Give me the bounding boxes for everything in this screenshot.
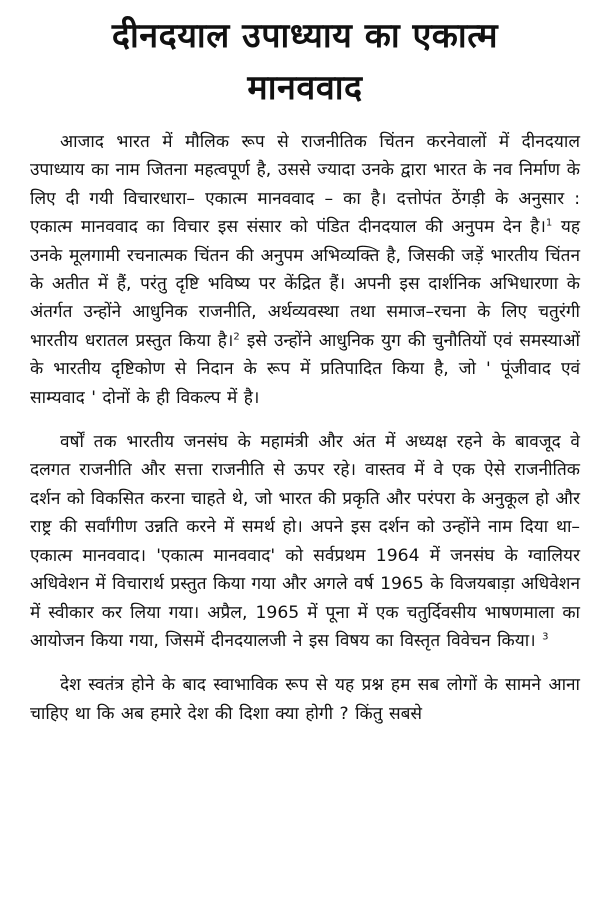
- page-title-line-2: मानववाद: [247, 68, 363, 108]
- footnote-ref-2: 2: [233, 331, 240, 343]
- paragraph-3-text: देश स्वतंत्र होने के बाद स्वाभाविक रूप से यह प्रश्न हम सब लोगों के सामने आना चाहिए था कि अब हमारे देश की दिशा क्या होगी ? किंतु सबसे: [30, 675, 580, 724]
- paragraph-1-text-b: यह उनके मूलगामी रचनात्मक चिंतन की अनुपम अभिव्यक्ति है, जिसकी जड़ें भारतीय चिंतन के अतीत में हैं, परंतु दृष्टि भविष्य पर केंद्रित हैं। अपनी इस दार्शनिक अभिधारणा के अंतर्गत उन्होंने आधुनिक राजनीति, अर्थव्यवस्था तथा समाज–रचना के लिए चतुरंगी भारतीय धरातल प्रस्तुत किया है।: [30, 217, 580, 351]
- paragraph-1: [30, 128, 580, 412]
- paragraph-1-text-c: इसे उन्होंने आधुनिक युग की चुनौतियों एवं समस्याओं के भारतीय दृष्टिकोण से निदान के रूप में प्रतिपादित किया है, जो ' पूंजीवाद एवं साम्यवाद ' दोनों के ही विकल्प में है।: [30, 330, 580, 408]
- paragraph-1-text-a: आजाद भारत में मौलिक रूप से राजनीतिक चिंतन करनेवालों में दीनदयाल उपाध्याय का नाम जितना महत्वपूर्ण है, उससे ज्यादा उनके द्वारा भारत के नव निर्माण के लिए दी गयी विचारधारा– एकात्म मानववाद – का है। दत्तोपंत ठेंगड़ी के अनुसार : एकात्म मानववाद का विचार इस संसार को पंडित दीनदयाल की अनुपम देन है।: [30, 132, 580, 238]
- paragraph-2: [30, 428, 580, 655]
- page-title: [30, 10, 580, 114]
- footnote-ref-1: 1: [545, 217, 553, 229]
- paragraph-2-text: वर्षों तक भारतीय जनसंघ के महामंत्री और अंत में अध्यक्ष रहने के बावजूद वे दलगत राजनीति और सत्ता राजनीति से ऊपर रहे। वास्तव में वे एक ऐसे राजनीतिक दर्शन को विकसित करना चाहते थे, जो भारत की प्रकृति और परंपरा के अनुकूल हो और राष्ट्र की सर्वांगीण उन्नति करने में समर्थ हो। अपने इस दर्शन को उन्होंने नाम दिया था– एकात्म मानववाद। 'एकात्म मानववाद' को सर्वप्रथम 1964 में जनसंघ के ग्वालियर अधिवेशन में विचारार्थ प्रस्तुत किया गया और अगले वर्ष 1965 के विजयबाड़ा अधिवेशन में स्वीकार कर लिया गया। अप्रैल, 1965 में पूना में एक चतुर्दिवसीय भाषणमाला का आयोजन किया गया, जिसमें दीनदयालजी ने इस विषय का विस्तृत विवेचन किया।: [30, 432, 580, 651]
- page-title-line-1: दीनदयाल उपाध्याय का एकात्म: [111, 16, 499, 56]
- paragraph-3: [30, 671, 580, 728]
- footnote-ref-3: 3: [542, 631, 549, 643]
